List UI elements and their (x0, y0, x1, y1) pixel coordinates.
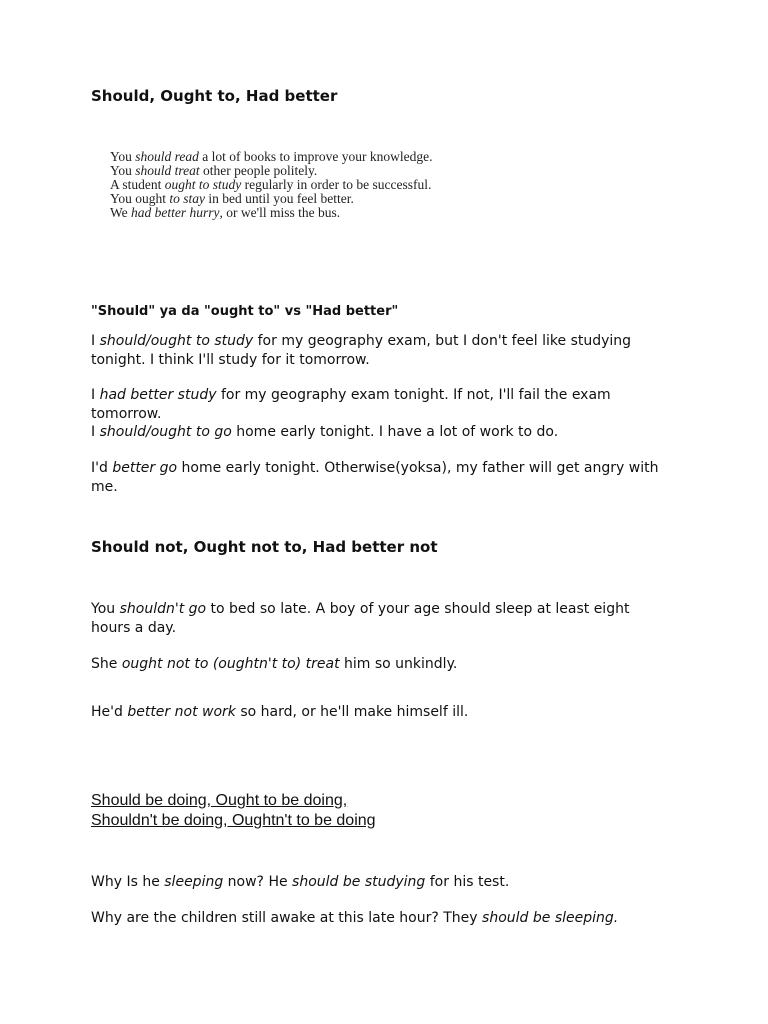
example-line: We had better hurry, or we'll miss the bus. (110, 205, 341, 220)
example-line: You should read a lot of books to improve your knowledge. (110, 149, 433, 164)
section3-title-line1: Should be doing, Ought to be doing, (91, 792, 348, 809)
paragraph: Why are the children still awake at this late hour? They should be sleeping. (91, 910, 619, 926)
example-line: A student ought to study regularly in order to be successful. (110, 177, 432, 192)
section3-title (91, 791, 376, 831)
section3-title-line2: Shouldn't be doing, Oughtn't to be doing (91, 812, 376, 829)
paragraph: You shouldn't go to bed so late. A boy of your age should sleep at least eight hours a day. (91, 601, 630, 636)
paragraph: I should/ought to study for my geography exam, but I don't feel like studying tonight. I think I'll study for it tomorrow. (91, 333, 632, 368)
example-line: You should treat other people politely. (110, 163, 318, 178)
paragraph: She ought not to (oughtn't to) treat him so unkindly. (91, 656, 458, 672)
section1-subtitle: "Should" ya da "ought to" vs "Had better" (91, 304, 399, 319)
paragraph: I'd better go home early tonight. Otherwise(yoksa), my father will get angry with me. (91, 460, 659, 495)
section2-title: Should not, Ought not to, Had better not (91, 538, 438, 556)
paragraph: I had better study for my geography exam tonight. If not, I'll fail the exam tomorrow. (91, 387, 611, 422)
paragraph: Why Is he sleeping now? He should be studying for his test. (91, 874, 510, 890)
example-line: You ought to stay in bed until you feel better. (110, 191, 354, 206)
paragraph: I should/ought to go home early tonight. I have a lot of work to do. (91, 424, 559, 440)
paragraph: He'd better not work so hard, or he'll make himself ill. (91, 704, 469, 720)
example-sentences-image (110, 150, 433, 220)
section1-title: Should, Ought to, Had better (91, 87, 338, 105)
